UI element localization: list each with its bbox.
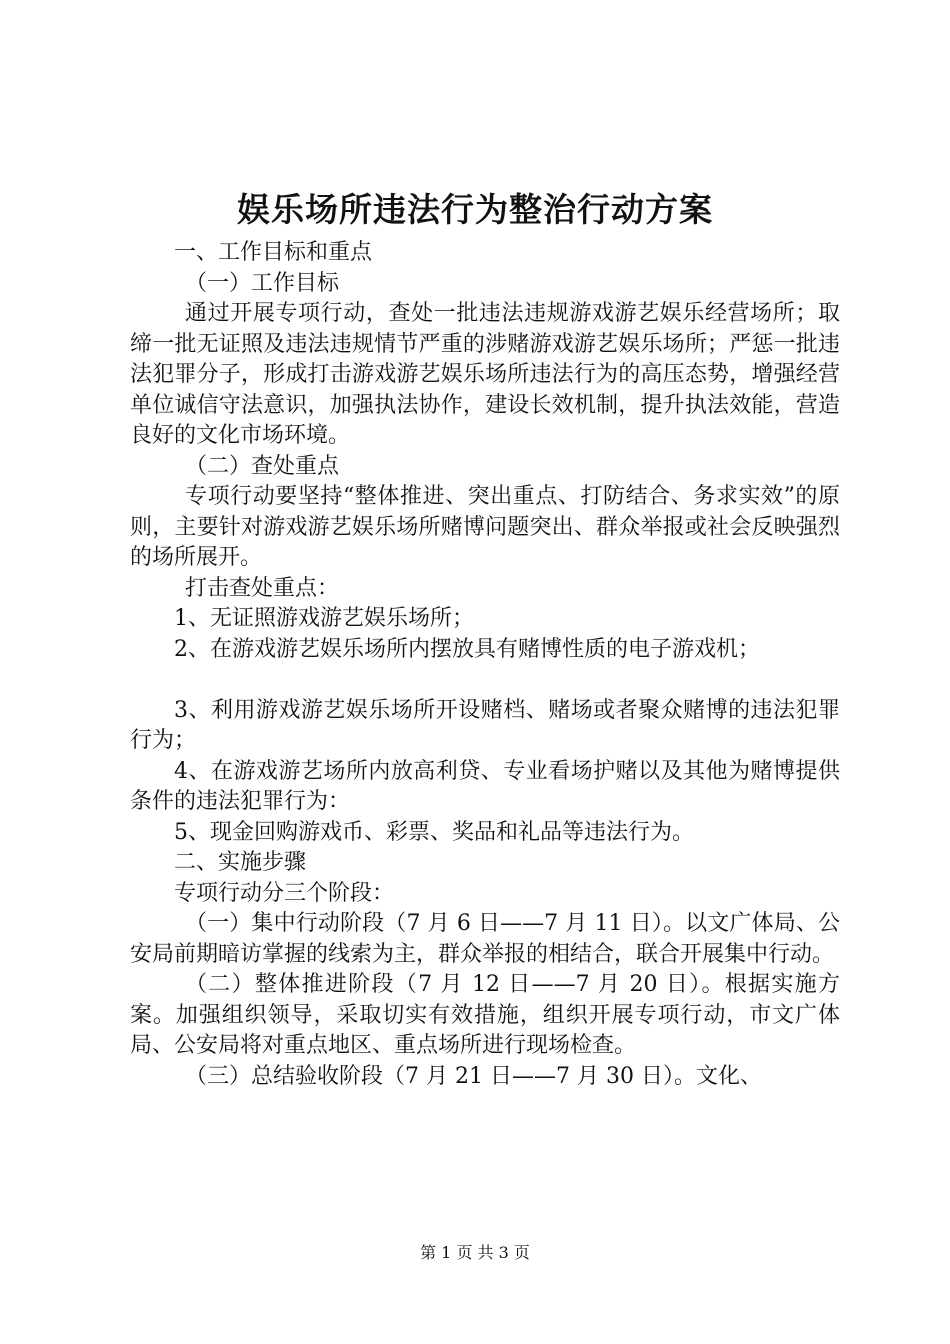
paragraph: 专项行动要坚持“整体推进、突出重点、打防结合、务求实效”的原则，主要针对游戏游艺娱乐场所赌博问题突出、群众举报或社会反映强烈的场所展开。	[130, 484, 840, 570]
paragraph: 专项行动分三个阶段：	[174, 880, 395, 906]
subsection-heading: （二）查处重点	[185, 453, 340, 479]
paragraph: （二）整体推进阶段（7 月 12 日——7 月 20 日）。根据实施方案。加强组织领导，采取切实有效措施，组织开展专项行动，市文广体局、公安局将对重点地区、重点场所进行现场检查。	[130, 972, 840, 1058]
section-heading: 一、工作目标和重点	[174, 240, 373, 265]
paragraph: （一）集中行动阶段（7 月 6 日——7 月 11 日）。以文广体局、公安局前期暗访掌握的线索为主，群众举报的相结合，联合开展集中行动。	[130, 911, 840, 967]
list-item: 3、利用游戏游艺娱乐场所开设赌档、赌场或者聚众赌博的违法犯罪行为；	[130, 697, 840, 753]
paragraph: 打击查处重点：	[185, 575, 340, 601]
document-body	[130, 238, 840, 1092]
document-title: 娱乐场所违法行为整治行动方案	[237, 190, 713, 229]
list-item: 2、在游戏游艺娱乐场所内摆放具有赌博性质的电子游戏机；	[174, 636, 760, 662]
section-heading: 二、实施步骤	[174, 850, 307, 875]
subsection-heading: （一）工作目标	[185, 270, 340, 296]
list-item: 1、无证照游戏游艺娱乐场所；	[174, 606, 474, 631]
paragraph: （三）总结验收阶段（7 月 21 日——7 月 30 日）。文化、	[185, 1063, 762, 1089]
page-footer: 第 1 页 共 3 页	[420, 1243, 530, 1262]
paragraph: 通过开展专项行动，查处一批违法违规游戏游艺娱乐经营场所；取缔一批无证照及违法违规情节严重的涉赌游戏游艺娱乐场所；严惩一批违法犯罪分子，形成打击游戏游艺娱乐场所违法行为的高压态势，增强经营单位诚信守法意识，加强执法协作，建设长效机制，提升执法效能，营造良好的文化市场环境。	[130, 301, 840, 448]
blank-line	[130, 665, 840, 696]
list-item: 5、现金回购游戏币、彩票、奖品和礼品等违法行为。	[174, 819, 694, 845]
list-item: 4、在游戏游艺场所内放高利贷、专业看场护赌以及其他为赌博提供条件的违法犯罪行为：	[130, 758, 840, 814]
